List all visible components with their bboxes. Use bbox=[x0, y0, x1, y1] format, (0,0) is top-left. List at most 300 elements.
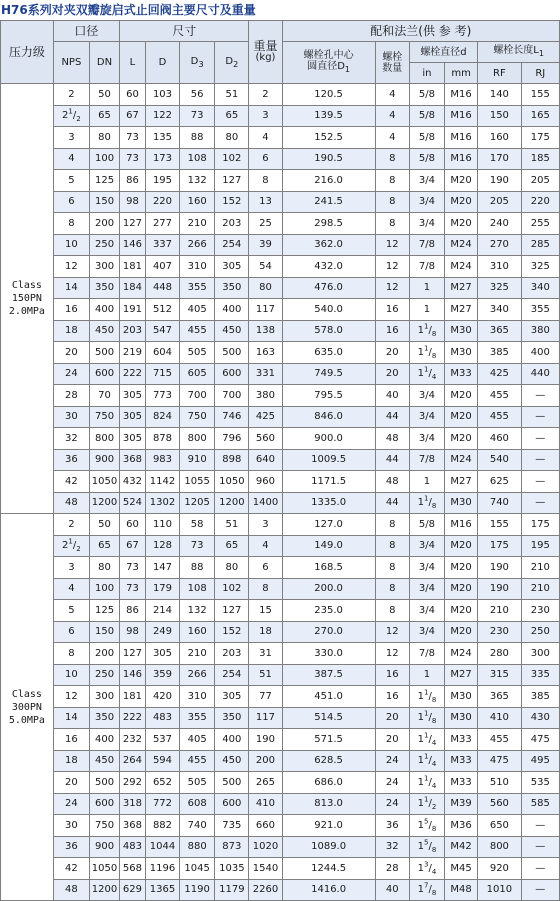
mm-cell: M27 bbox=[445, 299, 478, 321]
rj-cell: — bbox=[521, 815, 559, 837]
bolt-in-cell-whole: 1 bbox=[417, 862, 424, 874]
d-cell: 103 bbox=[145, 84, 179, 106]
nps-cell bbox=[53, 815, 89, 837]
l-cell: 146 bbox=[120, 664, 146, 686]
d3-cell: 800 bbox=[180, 428, 215, 450]
d2-cell: 102 bbox=[215, 578, 249, 600]
mm-cell: M20 bbox=[445, 578, 478, 600]
mm-cell: M20 bbox=[445, 621, 478, 643]
bolt-in-cell-den: 4 bbox=[431, 738, 437, 747]
rj-cell: 340 bbox=[521, 277, 559, 299]
nps-cell bbox=[53, 191, 89, 213]
nps-cell-whole: 16 bbox=[65, 303, 78, 315]
kg-cell: 425 bbox=[249, 406, 282, 428]
nps-cell-whole: 42 bbox=[65, 475, 78, 487]
rj-cell: 335 bbox=[521, 664, 559, 686]
bolt-in-cell-num: 1 bbox=[423, 322, 429, 331]
mm-cell: M20 bbox=[445, 213, 478, 235]
nps-cell bbox=[53, 277, 89, 299]
nps-cell bbox=[53, 643, 89, 665]
kg-cell: 3 bbox=[249, 514, 282, 536]
bolt-in-cell-whole: 7/8 bbox=[418, 239, 435, 251]
rf-cell: 205 bbox=[478, 191, 521, 213]
nps-cell-whole: 2 bbox=[62, 110, 69, 122]
d-cell: 537 bbox=[145, 729, 179, 751]
d2-cell: 203 bbox=[215, 643, 249, 665]
dn-cell: 600 bbox=[90, 363, 120, 385]
dn-cell: 100 bbox=[90, 148, 120, 170]
d3-cell: 132 bbox=[180, 600, 215, 622]
bolt-in-cell-whole: 3/4 bbox=[418, 540, 435, 552]
rj-cell: 300 bbox=[521, 643, 559, 665]
n-cell: 4 bbox=[375, 105, 409, 127]
dn-cell: 50 bbox=[90, 84, 120, 106]
d2-sub: 2 bbox=[233, 58, 239, 69]
d2-cell: 51 bbox=[215, 84, 249, 106]
rj-cell: 400 bbox=[521, 342, 559, 364]
table-row bbox=[1, 342, 560, 364]
nps-cell-whole: 4 bbox=[68, 583, 75, 595]
bc-cell: 298.5 bbox=[282, 213, 375, 235]
table-row bbox=[1, 449, 560, 471]
dn-cell: 1200 bbox=[90, 492, 120, 514]
d2-cell: 796 bbox=[215, 428, 249, 450]
bolt-in-cell bbox=[409, 664, 444, 686]
d-cell: 1142 bbox=[145, 471, 179, 493]
d3-cell: 160 bbox=[180, 621, 215, 643]
pressure-class-line: 5.0MPa bbox=[8, 714, 45, 726]
mm-cell: M20 bbox=[445, 385, 478, 407]
rf-cell: 340 bbox=[478, 299, 521, 321]
n-cell: 20 bbox=[375, 342, 409, 364]
table-header bbox=[1, 21, 560, 84]
mm-cell: M16 bbox=[445, 148, 478, 170]
rj-cell: 440 bbox=[521, 363, 559, 385]
table-row bbox=[1, 277, 560, 299]
nps-cell bbox=[53, 772, 89, 794]
d3-cell: 132 bbox=[180, 170, 215, 192]
mm-cell: M42 bbox=[445, 836, 478, 858]
rj-cell: 220 bbox=[521, 191, 559, 213]
n-cell: 12 bbox=[375, 643, 409, 665]
d3-sub: 3 bbox=[198, 58, 204, 69]
nps-cell-whole: 5 bbox=[68, 604, 75, 616]
l-cell: 524 bbox=[120, 492, 146, 514]
rf-cell: 920 bbox=[478, 858, 521, 880]
rf-cell: 190 bbox=[478, 170, 521, 192]
pressure-class-line: 2.0MPa bbox=[8, 306, 45, 317]
table-row bbox=[1, 148, 560, 170]
bolt-in-cell-whole: 3/4 bbox=[418, 583, 435, 595]
bc-cell: 139.5 bbox=[282, 105, 375, 127]
d2-cell: 127 bbox=[215, 600, 249, 622]
bolt-in-cell-whole: 1 bbox=[417, 690, 424, 702]
table-body bbox=[1, 84, 560, 901]
bc-cell: 451.0 bbox=[282, 686, 375, 708]
kg-cell: 77 bbox=[249, 686, 282, 708]
l-cell: 98 bbox=[120, 191, 146, 213]
rj-cell: 585 bbox=[521, 793, 559, 815]
bolt-len-sub: 1 bbox=[538, 49, 544, 58]
bolt-in-cell-den: 8 bbox=[431, 330, 437, 339]
nps-cell-whole: 20 bbox=[65, 346, 78, 358]
d-cell: 305 bbox=[145, 643, 179, 665]
d2-cell: 600 bbox=[215, 793, 249, 815]
d-cell: 1302 bbox=[145, 492, 179, 514]
nps-cell-whole: 3 bbox=[68, 131, 75, 143]
bc-cell: 514.5 bbox=[282, 707, 375, 729]
l-cell: 73 bbox=[120, 127, 146, 149]
bolt-in-cell bbox=[409, 449, 444, 471]
rf-cell: 170 bbox=[478, 148, 521, 170]
kg-cell: 3 bbox=[249, 105, 282, 127]
kg-cell: 6 bbox=[249, 148, 282, 170]
bc-cell: 540.0 bbox=[282, 299, 375, 321]
d-cell: 407 bbox=[145, 256, 179, 278]
l-cell: 73 bbox=[120, 578, 146, 600]
n-cell: 20 bbox=[375, 363, 409, 385]
bolt-in-cell-whole: 5/8 bbox=[418, 131, 435, 143]
d-cell: 249 bbox=[145, 621, 179, 643]
rj-cell: 205 bbox=[521, 170, 559, 192]
nps-cell bbox=[53, 320, 89, 342]
mm-cell: M20 bbox=[445, 600, 478, 622]
bolt-in-cell: $1^5/_8$ bbox=[409, 815, 444, 837]
rj-cell: 255 bbox=[521, 213, 559, 235]
kg-cell: 138 bbox=[249, 320, 282, 342]
d2-cell: 305 bbox=[215, 686, 249, 708]
nps-cell bbox=[53, 127, 89, 149]
d3-header bbox=[180, 42, 215, 84]
pressure-class-line: 300PN bbox=[11, 701, 42, 713]
bolt-in-cell-whole: 3/4 bbox=[418, 389, 435, 401]
mm-cell: M20 bbox=[445, 535, 478, 557]
kg-cell: 410 bbox=[249, 793, 282, 815]
table-row bbox=[1, 750, 560, 772]
bc-cell: 795.5 bbox=[282, 385, 375, 407]
bc-cell: 387.5 bbox=[282, 664, 375, 686]
weight-header bbox=[249, 21, 282, 84]
d3-cell: 73 bbox=[180, 535, 215, 557]
bc-cell: 686.0 bbox=[282, 772, 375, 794]
bolt-in-cell: $1^7/_8$ bbox=[409, 879, 444, 901]
kg-cell: 660 bbox=[249, 815, 282, 837]
dn-cell: 125 bbox=[90, 600, 120, 622]
d-cell: 772 bbox=[145, 793, 179, 815]
d2-cell: 254 bbox=[215, 234, 249, 256]
bolt-in-cell-num: 5 bbox=[423, 817, 429, 826]
bolt-in-cell-whole: 5/8 bbox=[418, 153, 435, 165]
nps-cell-whole: 30 bbox=[65, 411, 78, 423]
pressure-class-line: Class bbox=[11, 688, 42, 700]
l-cell: 181 bbox=[120, 686, 146, 708]
table-row bbox=[1, 600, 560, 622]
bolt-in-cell-whole: 1 bbox=[417, 798, 424, 810]
nps-header: NPS bbox=[53, 42, 89, 84]
bolt-in-cell-whole: 3/4 bbox=[418, 561, 435, 573]
rj-cell: 285 bbox=[521, 234, 559, 256]
d-cell: 878 bbox=[145, 428, 179, 450]
l-cell: 222 bbox=[120, 363, 146, 385]
rj-cell: 430 bbox=[521, 707, 559, 729]
dn-cell: 150 bbox=[90, 621, 120, 643]
bolt-in-cell bbox=[409, 299, 444, 321]
nps-cell bbox=[53, 299, 89, 321]
d3-cell: 405 bbox=[180, 729, 215, 751]
d-cell: 604 bbox=[145, 342, 179, 364]
nps-cell-whole: 5 bbox=[68, 174, 75, 186]
d2-cell: 700 bbox=[215, 385, 249, 407]
d3-cell: 108 bbox=[180, 578, 215, 600]
bolt-in-cell-whole: 3/4 bbox=[418, 196, 435, 208]
bolt-in-cell-num: 1 bbox=[423, 688, 429, 697]
n-cell: 36 bbox=[375, 815, 409, 837]
nps-cell bbox=[53, 664, 89, 686]
l-cell: 222 bbox=[120, 707, 146, 729]
bolt-in-cell-whole: 1 bbox=[417, 884, 424, 896]
rf-cell: 410 bbox=[478, 707, 521, 729]
bolt-in-cell-whole: 1 bbox=[417, 776, 424, 788]
bolt-in-cell-whole: 1 bbox=[417, 497, 424, 509]
l-cell: 305 bbox=[120, 406, 146, 428]
bolt-in-cell bbox=[409, 213, 444, 235]
nps-cell bbox=[53, 406, 89, 428]
bolt-in-cell-den: 2 bbox=[431, 803, 437, 812]
nps-cell-whole: 2 bbox=[68, 88, 75, 100]
kg-cell: 200 bbox=[249, 750, 282, 772]
n-cell: 16 bbox=[375, 299, 409, 321]
l-cell: 483 bbox=[120, 836, 146, 858]
d3-cell: 1190 bbox=[180, 879, 215, 901]
bc-cell: 813.0 bbox=[282, 793, 375, 815]
bolt-in-cell-num: 1 bbox=[423, 795, 429, 804]
d3-cell: 160 bbox=[180, 191, 215, 213]
bolt-in-cell bbox=[409, 256, 444, 278]
rf-cell: 190 bbox=[478, 557, 521, 579]
rj-cell: — bbox=[521, 492, 559, 514]
mm-cell: M20 bbox=[445, 170, 478, 192]
l-cell: 73 bbox=[120, 148, 146, 170]
d2-cell: 1200 bbox=[215, 492, 249, 514]
bc-cell: 190.5 bbox=[282, 148, 375, 170]
table-row bbox=[1, 320, 560, 342]
n-cell: 8 bbox=[375, 578, 409, 600]
bolt-in-cell bbox=[409, 428, 444, 450]
d2-cell: 51 bbox=[215, 514, 249, 536]
d2-cell: 254 bbox=[215, 664, 249, 686]
bolt-in-cell bbox=[409, 84, 444, 106]
dimensions-header: 尺寸 bbox=[120, 21, 249, 42]
nps-cell bbox=[53, 170, 89, 192]
nps-cell bbox=[53, 879, 89, 901]
mm-cell: M27 bbox=[445, 471, 478, 493]
rj-cell: 475 bbox=[521, 729, 559, 751]
table-row bbox=[1, 492, 560, 514]
rj-cell: — bbox=[521, 836, 559, 858]
bolt-in-cell-whole: 7/8 bbox=[418, 454, 435, 466]
bolt-in-cell: $1^3/_4$ bbox=[409, 858, 444, 880]
n-cell: 24 bbox=[375, 793, 409, 815]
bolt-in-cell-den: 8 bbox=[431, 824, 437, 833]
table-row bbox=[1, 256, 560, 278]
rf-cell: 280 bbox=[478, 643, 521, 665]
pressure-class-header: 压力级 bbox=[1, 21, 54, 84]
nps-cell bbox=[53, 793, 89, 815]
n-cell: 4 bbox=[375, 127, 409, 149]
d3-cell: 355 bbox=[180, 707, 215, 729]
bolt-circle-line1: 螺栓孔中心 bbox=[303, 50, 354, 61]
table-row bbox=[1, 729, 560, 751]
nps-cell-whole: 42 bbox=[65, 862, 78, 874]
n-cell: 8 bbox=[375, 514, 409, 536]
rj-cell: 210 bbox=[521, 557, 559, 579]
rj-cell: 175 bbox=[521, 514, 559, 536]
kg-cell: 80 bbox=[249, 277, 282, 299]
l-cell: 127 bbox=[120, 213, 146, 235]
kg-cell: 18 bbox=[249, 621, 282, 643]
d2-cell: 400 bbox=[215, 729, 249, 751]
bc-cell: 578.0 bbox=[282, 320, 375, 342]
bolt-in-cell-num: 1 bbox=[423, 752, 429, 761]
table-row bbox=[1, 578, 560, 600]
kg-cell: 13 bbox=[249, 191, 282, 213]
dn-cell: 350 bbox=[90, 277, 120, 299]
d2-cell: 1035 bbox=[215, 858, 249, 880]
rj-cell: 230 bbox=[521, 600, 559, 622]
table-row bbox=[1, 471, 560, 493]
d-cell: 147 bbox=[145, 557, 179, 579]
d3-cell: 880 bbox=[180, 836, 215, 858]
bolt-in-cell bbox=[409, 578, 444, 600]
mm-cell: M16 bbox=[445, 127, 478, 149]
d-cell: 715 bbox=[145, 363, 179, 385]
nps-cell bbox=[53, 858, 89, 880]
d2-cell: 1179 bbox=[215, 879, 249, 901]
rf-cell: 425 bbox=[478, 363, 521, 385]
bolt-in-cell bbox=[409, 234, 444, 256]
rf-cell: 460 bbox=[478, 428, 521, 450]
nps-cell-whole: 3 bbox=[68, 561, 75, 573]
d2-cell: 600 bbox=[215, 363, 249, 385]
table-row bbox=[1, 836, 560, 858]
rj-cell: 325 bbox=[521, 256, 559, 278]
d3-cell: 740 bbox=[180, 815, 215, 837]
l-cell: 219 bbox=[120, 342, 146, 364]
bc-cell: 270.0 bbox=[282, 621, 375, 643]
table-row bbox=[1, 213, 560, 235]
bolt-in-cell-num: 1 bbox=[423, 709, 429, 718]
bolt-in-cell: $1^1/_4$ bbox=[409, 363, 444, 385]
mm-cell: M36 bbox=[445, 815, 478, 837]
bc-cell: 432.0 bbox=[282, 256, 375, 278]
n-cell: 12 bbox=[375, 234, 409, 256]
nps-cell: $2^1/_2$ bbox=[53, 105, 89, 127]
bc-cell: 846.0 bbox=[282, 406, 375, 428]
l-cell: 146 bbox=[120, 234, 146, 256]
mm-cell: M30 bbox=[445, 320, 478, 342]
nps-cell-whole: 6 bbox=[68, 196, 75, 208]
n-cell: 8 bbox=[375, 535, 409, 557]
nps-cell-whole: 6 bbox=[68, 626, 75, 638]
rj-cell: 495 bbox=[521, 750, 559, 772]
rj-cell: — bbox=[521, 471, 559, 493]
nps-cell bbox=[53, 84, 89, 106]
d-cell: 173 bbox=[145, 148, 179, 170]
rf-cell: 540 bbox=[478, 449, 521, 471]
n-cell: 44 bbox=[375, 406, 409, 428]
rj-cell: — bbox=[521, 406, 559, 428]
dn-cell: 750 bbox=[90, 815, 120, 837]
d2-cell: 500 bbox=[215, 772, 249, 794]
bolt-in-cell bbox=[409, 600, 444, 622]
bolt-in-cell bbox=[409, 385, 444, 407]
dn-cell: 1050 bbox=[90, 858, 120, 880]
nps-cell-whole: 8 bbox=[68, 647, 75, 659]
d2-cell: 80 bbox=[215, 557, 249, 579]
table-row bbox=[1, 879, 560, 901]
l-cell: 318 bbox=[120, 793, 146, 815]
rj-cell: 210 bbox=[521, 578, 559, 600]
mm-header: mm bbox=[445, 63, 478, 84]
rf-cell: 240 bbox=[478, 213, 521, 235]
bolt-in-cell: $1^1/_4$ bbox=[409, 772, 444, 794]
bolt-in-cell-whole: 1 bbox=[417, 733, 424, 745]
table-row bbox=[1, 406, 560, 428]
nps-cell-whole: 14 bbox=[65, 712, 78, 724]
kg-cell: 1020 bbox=[249, 836, 282, 858]
n-cell: 8 bbox=[375, 557, 409, 579]
d3-cell: 88 bbox=[180, 557, 215, 579]
bc-cell: 241.5 bbox=[282, 191, 375, 213]
n-cell: 24 bbox=[375, 772, 409, 794]
bolt-in-cell-whole: 7/8 bbox=[418, 260, 435, 272]
d-cell: 337 bbox=[145, 234, 179, 256]
mm-cell: M24 bbox=[445, 256, 478, 278]
d-cell: 135 bbox=[145, 127, 179, 149]
table-row bbox=[1, 127, 560, 149]
nps-cell bbox=[53, 342, 89, 364]
bolt-in-cell bbox=[409, 148, 444, 170]
n-cell: 8 bbox=[375, 170, 409, 192]
in-header: in bbox=[409, 63, 444, 84]
nps-cell-whole: 48 bbox=[65, 884, 78, 896]
dn-cell: 500 bbox=[90, 772, 120, 794]
kg-cell: 25 bbox=[249, 213, 282, 235]
n-cell: 40 bbox=[375, 879, 409, 901]
n-cell: 28 bbox=[375, 858, 409, 880]
rf-cell: 160 bbox=[478, 127, 521, 149]
table-row bbox=[1, 557, 560, 579]
d3-cell: 210 bbox=[180, 213, 215, 235]
mm-cell: M27 bbox=[445, 664, 478, 686]
table-row bbox=[1, 363, 560, 385]
kg-cell: 39 bbox=[249, 234, 282, 256]
kg-cell: 31 bbox=[249, 643, 282, 665]
d-cell: 1044 bbox=[145, 836, 179, 858]
d2-cell: 400 bbox=[215, 299, 249, 321]
mm-cell: M24 bbox=[445, 234, 478, 256]
d2-header bbox=[215, 42, 249, 84]
d3-cell: 455 bbox=[180, 750, 215, 772]
mm-cell: M33 bbox=[445, 772, 478, 794]
mm-cell: M16 bbox=[445, 514, 478, 536]
kg-cell: 960 bbox=[249, 471, 282, 493]
d-cell: 1365 bbox=[145, 879, 179, 901]
bolt-circle-sub: 1 bbox=[344, 65, 350, 74]
kg-cell: 1540 bbox=[249, 858, 282, 880]
l-cell: 184 bbox=[120, 277, 146, 299]
table-title: H76系列对夹双瓣旋启式止回阀主要尺寸及重量 bbox=[1, 3, 256, 17]
